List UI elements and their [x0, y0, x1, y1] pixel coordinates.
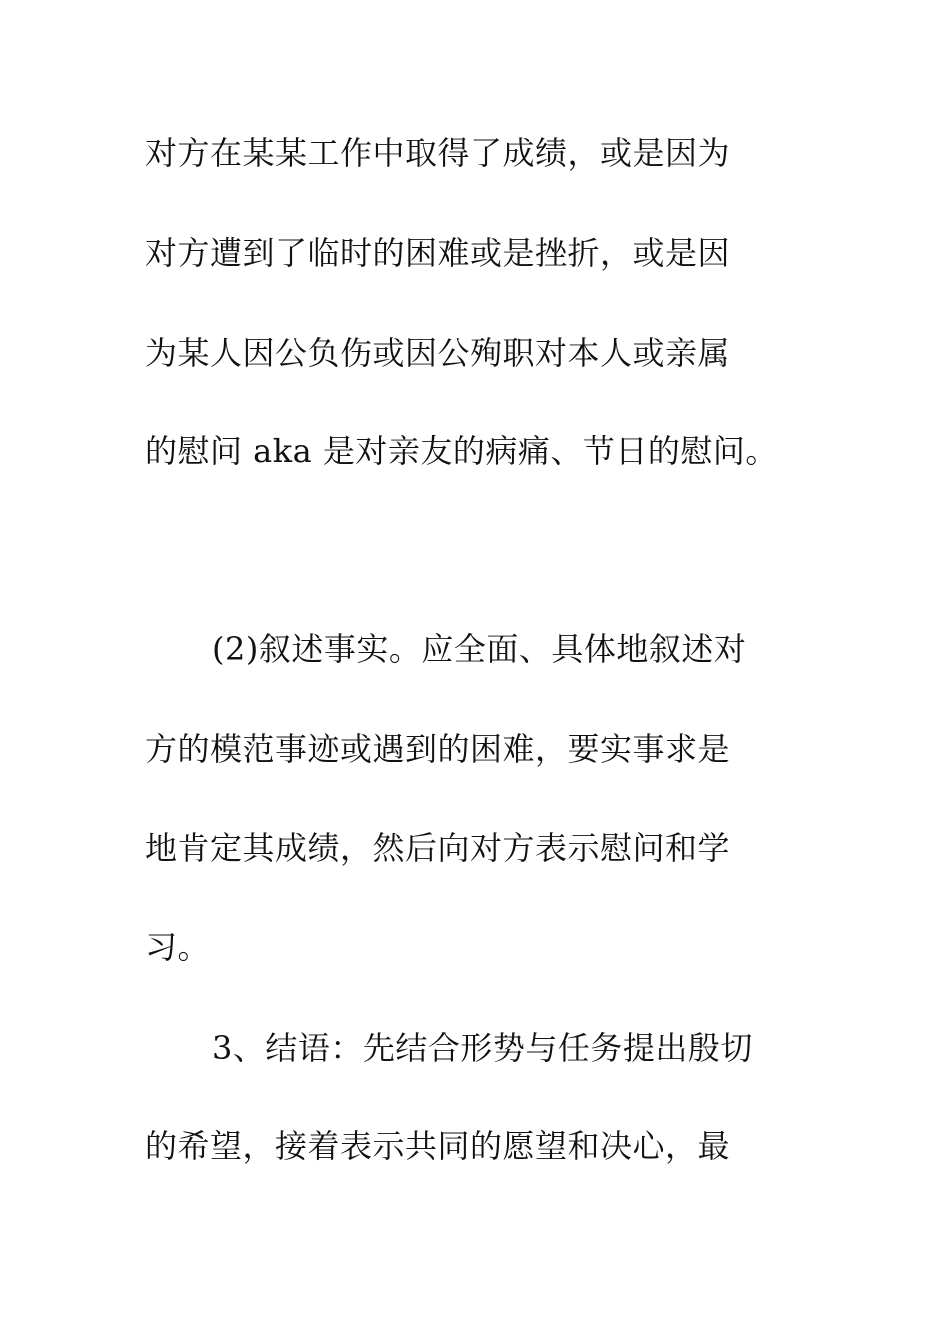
paragraph-1-line-4: 的慰问 aka 是对亲友的病痛、节日的慰问。	[145, 432, 778, 470]
paragraph-2-line-1: (2)叙述事实。应全面、具体地叙述对	[212, 630, 747, 668]
paragraph-3-line-2: 的希望，接着表示共同的愿望和决心，最	[145, 1127, 731, 1165]
paragraph-2-line-3: 地肯定其成绩，然后向对方表示慰问和学	[145, 829, 731, 867]
paragraph-1-line-3: 为某人因公负伤或因公殉职对本人或亲属	[145, 334, 731, 372]
paragraph-2-line-2: 方的模范事迹或遇到的困难，要实事求是	[145, 730, 731, 768]
paragraph-2-line-4: 习。	[145, 928, 211, 966]
paragraph-3-line-1: 3、结语：先结合形势与任务提出殷切	[212, 1029, 753, 1067]
paragraph-1-line-1: 对方在某某工作中取得了成绩，或是因为	[145, 134, 731, 172]
paragraph-1-line-2: 对方遭到了临时的困难或是挫折，或是因	[145, 234, 731, 272]
